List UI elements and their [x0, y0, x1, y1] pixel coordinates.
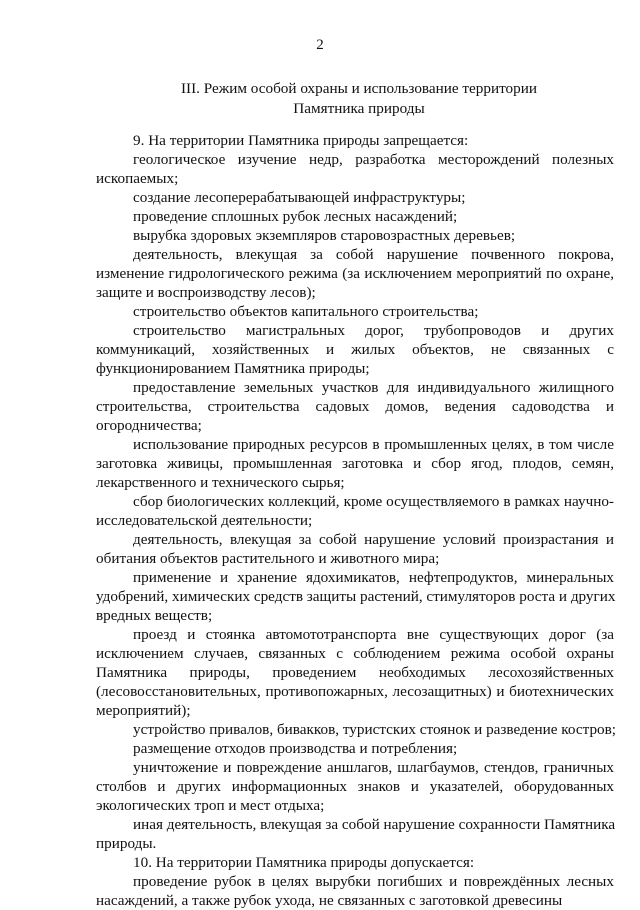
paragraph-line: обитания объектов растительного и животного мира; [96, 550, 440, 567]
paragraph [96, 853, 614, 872]
paragraph [96, 435, 614, 492]
paragraph-line: коммуникаций, хозяйственных и жилых объектов, не связанных с [96, 341, 614, 358]
paragraph [96, 188, 614, 207]
paragraph-line: исключением случаев, связанных с соблюдением режима особой охраны [96, 645, 614, 662]
paragraph-line: 10. На территории Памятника природы допускается: [133, 854, 475, 871]
paragraph-line: огородничества; [96, 417, 202, 434]
paragraph-line: предоставление земельных участков для индивидуального жилищного [133, 379, 614, 396]
paragraph-line: исследовательской деятельности; [96, 512, 313, 529]
paragraph-line: насаждений, а также рубок ухода, не связанных с заготовкой древесины [96, 892, 563, 909]
paragraph [96, 758, 614, 815]
paragraph [96, 739, 614, 758]
section-title-line: III. Режим особой охраны и использование территории [180, 80, 537, 97]
paragraph-line: создание лесоперерабатывающей инфраструктуры; [133, 189, 466, 206]
paragraph-line: вредных веществ; [96, 607, 213, 624]
section-title-line: Памятника природы [293, 100, 425, 117]
paragraph-line: (лесовосстановительных, противопожарных, лесозащитных) и биотехнических [96, 683, 614, 700]
paragraph-line: использование природных ресурсов в промышленных целях, в том числе [133, 436, 614, 453]
paragraph [96, 872, 614, 910]
paragraph [96, 150, 614, 188]
paragraph-line: размещение отходов производства и потребления; [133, 740, 458, 757]
paragraph [96, 131, 614, 150]
paragraph-line: деятельность, влекущая за собой нарушение условий произрастания и [133, 531, 614, 548]
paragraph-line: удобрений, химических средств защиты растений, стимуляторов роста и других [96, 588, 616, 605]
paragraph-line: строительства, строительства садовых домов, ведения садоводства и [96, 398, 614, 415]
paragraph [96, 625, 614, 720]
paragraph [96, 245, 614, 302]
paragraph-line: функционированием Памятника природы; [96, 360, 370, 377]
paragraph-line: геологическое изучение недр, разработка месторождений полезных [133, 151, 614, 168]
paragraph-line: мероприятий); [96, 702, 191, 719]
section-title [96, 79, 622, 119]
paragraph [96, 492, 614, 530]
paragraph-line: 9. На территории Памятника природы запрещается: [133, 132, 469, 149]
paragraph [96, 720, 617, 739]
paragraph-line: экологических троп и мест отдыха; [96, 797, 325, 814]
paragraph-line: проведение рубок в целях вырубки погибших и повреждённых лесных [133, 873, 614, 890]
paragraph-line: сбор биологических коллекций, кроме осуществляемого в рамках научно- [133, 493, 614, 510]
paragraph-line: защите и воспроизводству лесов); [96, 284, 316, 301]
paragraph [96, 815, 614, 853]
paragraph [96, 568, 614, 625]
paragraph-line: применение и хранение ядохимикатов, нефтепродуктов, минеральных [133, 569, 614, 586]
paragraph-line: строительство объектов капитального строительства; [133, 303, 479, 320]
paragraph [96, 207, 614, 226]
paragraph [96, 530, 614, 568]
paragraph [96, 302, 614, 321]
paragraph-line: ископаемых; [96, 170, 179, 187]
paragraph-line: природы. [96, 835, 157, 852]
paragraph-line: проведение сплошных рубок лесных насаждений; [133, 208, 458, 225]
paragraph-line: иная деятельность, влекущая за собой нарушение сохранности Памятника [133, 816, 616, 833]
paragraph [96, 226, 614, 245]
paragraph-line: изменение гидрологического режима (за исключением мероприятий по охране, [96, 265, 614, 282]
page-number: 2 [316, 37, 324, 53]
paragraph-line: столбов и других информационных знаков и указателей, оборудованных [96, 778, 614, 795]
paragraph [96, 378, 614, 435]
paragraph-line: строительство магистральных дорог, трубопроводов и других [133, 322, 614, 339]
paragraph-line: устройство привалов, бивакков, туристских стоянок и разведение костров; [133, 721, 617, 738]
paragraph-line: уничтожение и повреждение аншлагов, шлагбаумов, стендов, граничных [133, 759, 614, 776]
paragraph [96, 321, 614, 378]
paragraph-line: деятельность, влекущая за собой нарушение почвенного покрова, [133, 246, 614, 263]
paragraph-line: заготовка живицы, промышленная заготовка и сбор ягод, плодов, семян, [96, 455, 614, 472]
document-body [96, 131, 617, 910]
paragraph-line: лекарственного и технического сырья; [96, 474, 345, 491]
paragraph-line: проезд и стоянка автомототранспорта вне существующих дорог (за [133, 626, 614, 643]
paragraph-line: вырубка здоровых экземпляров старовозрастных деревьев; [133, 227, 516, 244]
paragraph-line: Памятника природы, проведением необходимых лесохозяйственных [96, 664, 614, 681]
